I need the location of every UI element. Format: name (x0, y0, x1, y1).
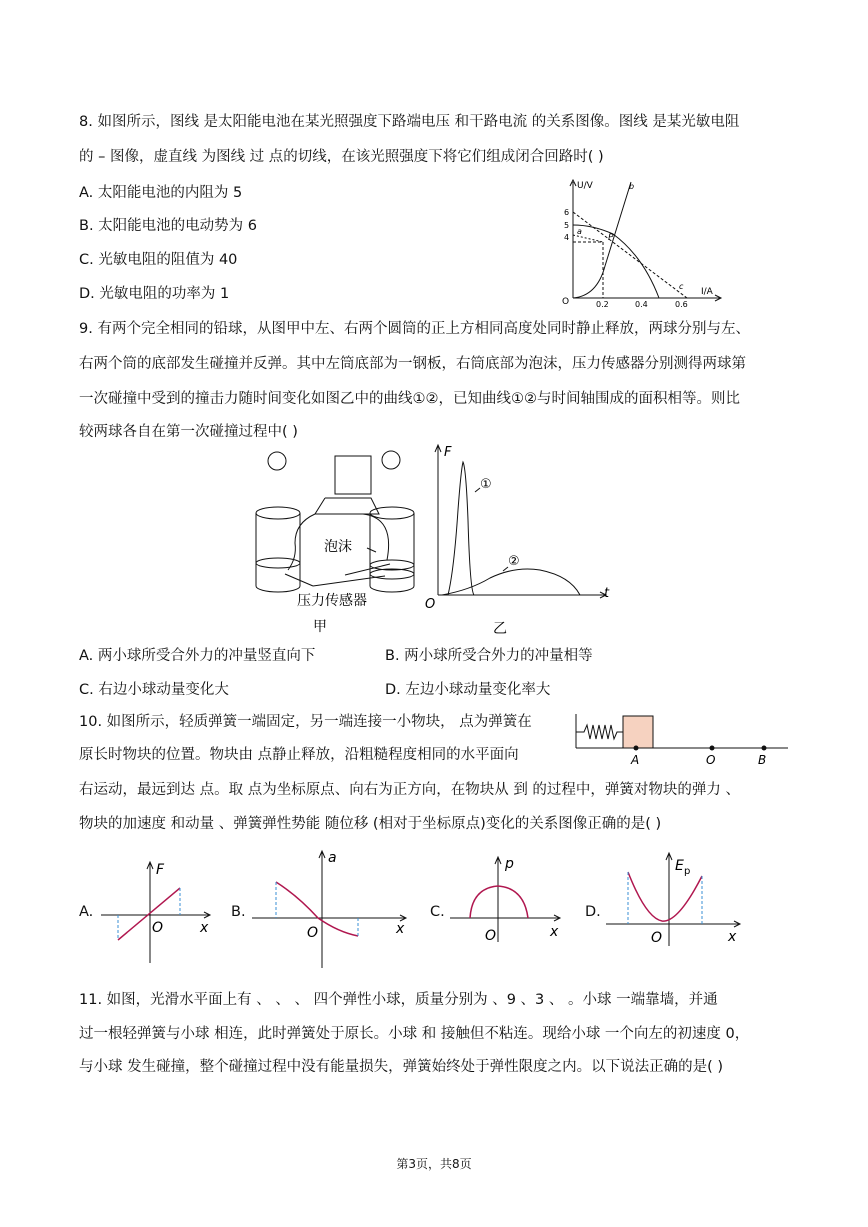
q8-ui-graph (555, 176, 730, 308)
page-footer: 第3页，共8页 (396, 1157, 472, 1171)
q8-x-axis-label: I/A (701, 287, 713, 297)
q11-line1: 11. 如图，光滑水平面上有 、 、 、 四个弹性小球，质量分别为 、9 、3 、 。小球 一端靠墙，并通 (79, 992, 718, 1008)
q8-point-p-label: P (608, 233, 614, 243)
q8-option-c: C. 光敏电阻的阻值为 40 (79, 252, 238, 268)
q9-caption-yi: 乙 (493, 621, 507, 637)
q8-y-tick-4: 4 (564, 233, 570, 242)
q10-graph-b-option: B. (231, 904, 246, 920)
q10-spring-figure (570, 712, 792, 768)
q10-graph-d-option: D. (585, 904, 601, 920)
q10-graph-c (448, 852, 568, 944)
q8-option-b: B. 太阳能电池的电动势为 6 (79, 218, 257, 234)
q8-option-a: A. 太阳能电池的内阻为 5 (79, 185, 243, 201)
q8-curve-b-label: b (629, 182, 635, 191)
q9-t-axis-label: t (604, 586, 610, 601)
q10-point-a (634, 746, 639, 751)
q10-graph-a-option: A. (79, 904, 94, 920)
q10-point-o (710, 746, 715, 751)
q9-figure-jia (245, 448, 425, 640)
q10-graph-b-origin: O (307, 925, 319, 941)
q9-option-b: B. 两小球所受合外力的冲量相等 (385, 648, 593, 664)
q10-point-b (762, 746, 767, 751)
q9-figure-yi (420, 440, 620, 640)
q10-graph-d-y-label: E (675, 858, 684, 874)
q10-line3: 右运动，最远到达 点。取 点为坐标原点、向右为正方向，在物块从 到 的过程中，弹簧对物块的弹力 、 (79, 782, 741, 798)
q8-y-tick-6: 6 (564, 208, 570, 217)
q9-option-a: A. 两小球所受合外力的冲量竖直向下 (79, 648, 316, 664)
q10-graph-c-origin: O (485, 928, 497, 944)
q9-line3: 一次碰撞中受到的撞击力随时间变化如图乙中的曲线①②，已知曲线①②与时间轴围成的面积相等。则比 (79, 391, 740, 407)
q11-line2: 过一根轻弹簧与小球 相连，此时弹簧处于原长。小球 和 接触但不粘连。现给小球 一个向左的初速度 0， (79, 1026, 750, 1042)
q8-option-d: D. 光敏电阻的功率为 1 (79, 286, 230, 302)
q10-block (623, 716, 653, 748)
q9-caption-jia: 甲 (313, 619, 327, 635)
q9-curve1-label: ① (480, 477, 492, 492)
q9-origin: O (425, 597, 436, 612)
q10-graph-c-y-label: p (505, 856, 514, 872)
q9-f-axis-label: F (444, 445, 452, 460)
q8-curve-a-label: a (577, 227, 582, 236)
q10-graph-d (602, 848, 744, 948)
q8-y-tick-5: 5 (564, 221, 570, 230)
q9-line2: 右两个筒的底部发生碰撞并反弹。其中左筒底部为一钢板，右筒底部为泡沫，压力传感器分别测得两球第 (79, 356, 746, 372)
q8-line2: 的 – 图像，虚直线 为图线 过 点的切线，在该光照强度下将它们组成闭合回路时( ) (79, 149, 604, 165)
q8-x-tick-0-2: 0.2 (596, 300, 609, 308)
q9-option-d: D. 左边小球动量变化率大 (385, 682, 551, 698)
q10-graph-c-option: C. (430, 904, 445, 920)
q8-line-c-label: c (679, 282, 684, 291)
q9-foam-label: 泡沫 (324, 539, 352, 555)
q10-graph-a-origin: O (152, 920, 164, 936)
q10-graph-b (248, 846, 412, 970)
q8-origin: O (562, 297, 570, 307)
q10-graph-a-x-label: x (200, 920, 209, 936)
q10-graph-a-y-label: F (156, 862, 165, 878)
q10-line2: 原长时物块的位置。物块由 点静止释放，沿粗糙程度相同的水平面向 (79, 747, 519, 763)
q10-graph-a (96, 858, 216, 968)
q10-label-o: O (706, 753, 716, 767)
q10-line1: 10. 如图所示，轻质弹簧一端固定，另一端连接一小物块， 点为弹簧在 (79, 714, 532, 730)
q8-x-tick-0-4: 0.4 (635, 300, 648, 308)
q10-graph-b-y-label: a (328, 850, 337, 866)
q9-curve2-label: ② (508, 554, 520, 569)
q10-line4: 物块的加速度 和动量 、弹簧弹性势能 随位移 (相对于坐标原点)变化的关系图像正确的是( ) (79, 816, 662, 832)
q8-line1: 8. 如图所示，图线 是太阳能电池在某光照强度下路端电压 和干路电流 的关系图像。图线 是某光敏电阻 (79, 114, 740, 130)
q9-line1: 9. 有两个完全相同的铅球，从图甲中左、右两个圆筒的正上方相同高度处同时静止释放，两球分别与左、 (79, 321, 750, 337)
q10-graph-d-origin: O (651, 930, 663, 946)
q10-graph-b-x-label: x (396, 921, 405, 937)
q9-sensor-label: 压力传感器 (297, 593, 367, 609)
q8-y-axis-label: U/V (577, 181, 593, 191)
q11-line3: 与小球 发生碰撞，整个碰撞过程中没有能量损失，弹簧始终处于弹性限度之内。以下说法正确的是( ) (79, 1059, 724, 1075)
q9-line4: 较两球各自在第一次碰撞过程中( ) (79, 424, 298, 440)
q10-graph-d-x-label: x (728, 929, 737, 945)
q10-label-b: B (758, 753, 767, 767)
q9-option-c: C. 右边小球动量变化大 (79, 682, 229, 698)
q10-graph-c-x-label: x (550, 924, 559, 940)
q10-label-a: A (631, 753, 640, 767)
q8-x-tick-0-6: 0.6 (675, 300, 688, 308)
q10-graph-d-y-subscript: p (684, 866, 691, 877)
